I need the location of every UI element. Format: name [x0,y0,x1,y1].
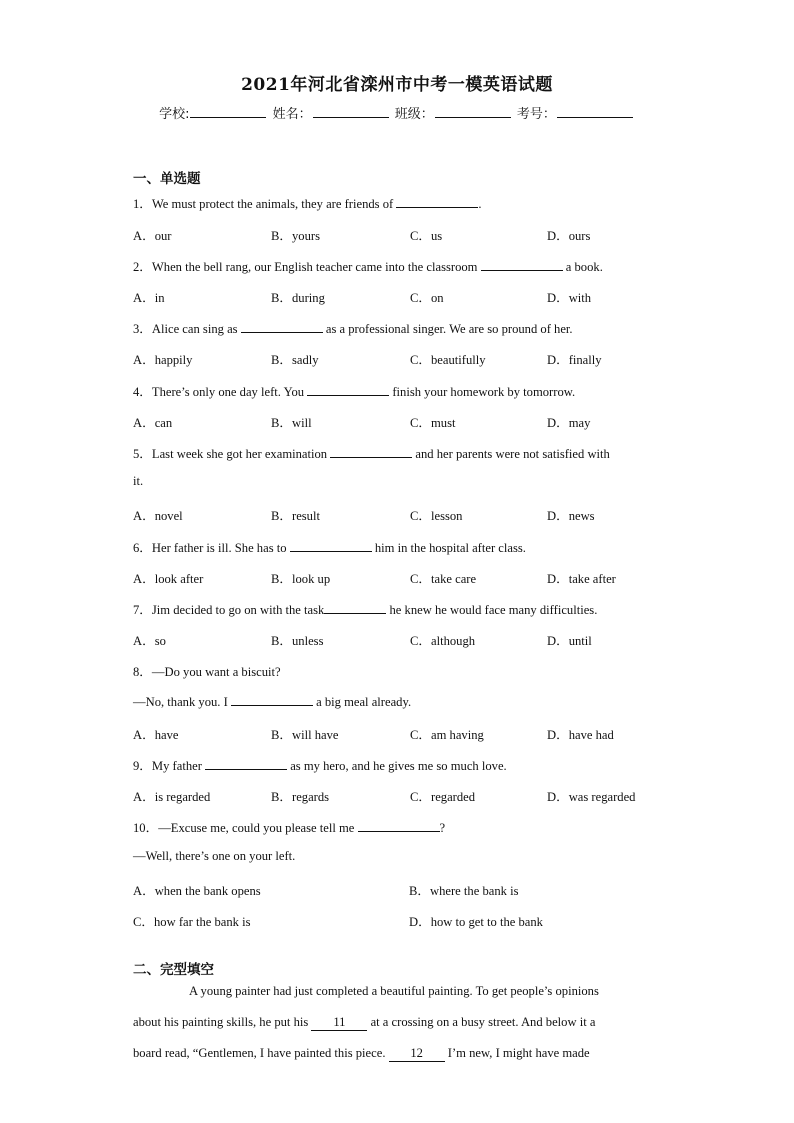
question-2: 2．When the bell rang, our English teacher came into the classroom a book. [133,260,603,274]
q10-option-a[interactable]: A．when the bank opens [133,884,261,898]
q5-option-a[interactable]: A．novel [133,509,183,523]
q9-option-b[interactable]: B．regards [271,790,330,804]
name-label: 姓名： [272,107,312,122]
question-5-continued: it. [133,474,144,488]
school-blank[interactable] [190,105,266,118]
question-10: 10．—Excuse me, could you please tell me ? [133,821,446,835]
class-blank[interactable] [435,105,511,118]
q8-option-b[interactable]: B．will have [271,728,339,742]
school-label: 学校: [159,107,190,122]
q3-option-c[interactable]: C．beautifully [410,353,486,367]
q6-option-d[interactable]: D．take after [547,572,616,586]
question-9: 9．My father as my hero, and he gives me so much love. [133,759,507,773]
q10-option-d[interactable]: D．how to get to the bank [409,915,543,929]
q7-option-d[interactable]: D．until [547,634,592,648]
passage-line-1: A young painter had just completed a beautiful painting. To get people’s opinions [189,984,599,998]
q5-option-b[interactable]: B．result [271,509,320,523]
q2-option-a[interactable]: A．in [133,291,165,305]
page-title: 2021年河北省滦州市中考一模英语试题 [241,75,553,95]
q8-option-c[interactable]: C．am having [410,728,484,742]
q3-option-a[interactable]: A．happily [133,353,193,367]
q1-option-b[interactable]: B．yours [271,229,320,243]
blank-12[interactable]: 12 [389,1046,445,1062]
question-5: 5．Last week she got her examination and her parents were not satisfied with [133,447,610,461]
passage-line-2: about his painting skills, he put his 11 at a crossing on a busy street. And below it a [133,1015,596,1029]
passage-line-3: board read, “Gentlemen, I have painted this piece. 12 I’m new, I might have made [133,1046,590,1060]
q7-option-b[interactable]: B．unless [271,634,324,648]
q7-option-a[interactable]: A．so [133,634,166,648]
blank-11[interactable]: 11 [311,1015,367,1031]
q4-option-b[interactable]: B．will [271,416,312,430]
q3-option-b[interactable]: B．sadly [271,353,319,367]
q10-option-b[interactable]: B．where the bank is [409,884,519,898]
q1-option-a[interactable]: A．our [133,229,172,243]
question-8: 8．—Do you want a biscuit? [133,665,281,679]
q6-option-b[interactable]: B．look up [271,572,331,586]
q8-option-d[interactable]: D．have had [547,728,614,742]
student-info [0,103,794,122]
q3-option-d[interactable]: D．finally [547,353,602,367]
q2-option-c[interactable]: C．on [410,291,444,305]
q9-option-d[interactable]: D．was regarded [547,790,636,804]
q10-option-c[interactable]: C．how far the bank is [133,915,251,929]
question-10-reply: —Well, there’s one on your left. [133,849,296,863]
number-blank[interactable] [557,105,633,118]
q4-option-a[interactable]: A．can [133,416,173,430]
q8-option-a[interactable]: A．have [133,728,179,742]
question-8-reply: —No, thank you. I a big meal already. [133,695,412,709]
q2-option-b[interactable]: B．during [271,291,325,305]
q6-option-c[interactable]: C．take care [410,572,477,586]
section-heading-cloze: 二、完型填空 [133,962,214,978]
number-label: 考号： [516,107,556,122]
q9-option-c[interactable]: C．regarded [410,790,476,804]
q1-option-d[interactable]: D．ours [547,229,591,243]
question-3: 3．Alice can sing as as a professional singer. We are so pround of her. [133,322,573,336]
name-blank[interactable] [313,105,389,118]
q4-option-d[interactable]: D．may [547,416,591,430]
q2-option-d[interactable]: D．with [547,291,592,305]
q4-option-c[interactable]: C．must [410,416,456,430]
class-label: 班级： [394,107,434,122]
q7-option-c[interactable]: C．although [410,634,476,648]
q1-option-c[interactable]: C．us [410,229,443,243]
q6-option-a[interactable]: A．look after [133,572,204,586]
question-7: 7．Jim decided to go on with the task he knew he would face many difficulties. [133,603,598,617]
q9-option-a[interactable]: A．is regarded [133,790,211,804]
q5-option-d[interactable]: D．news [547,509,595,523]
section-heading-single-choice: 一、单选题 [133,171,201,187]
question-4: 4．There’s only one day left. You finish your homework by tomorrow. [133,385,576,399]
question-6: 6．Her father is ill. She has to him in the hospital after class. [133,541,526,555]
question-1: 1．We must protect the animals, they are friends of . [133,197,482,211]
q5-option-c[interactable]: C．lesson [410,509,463,523]
